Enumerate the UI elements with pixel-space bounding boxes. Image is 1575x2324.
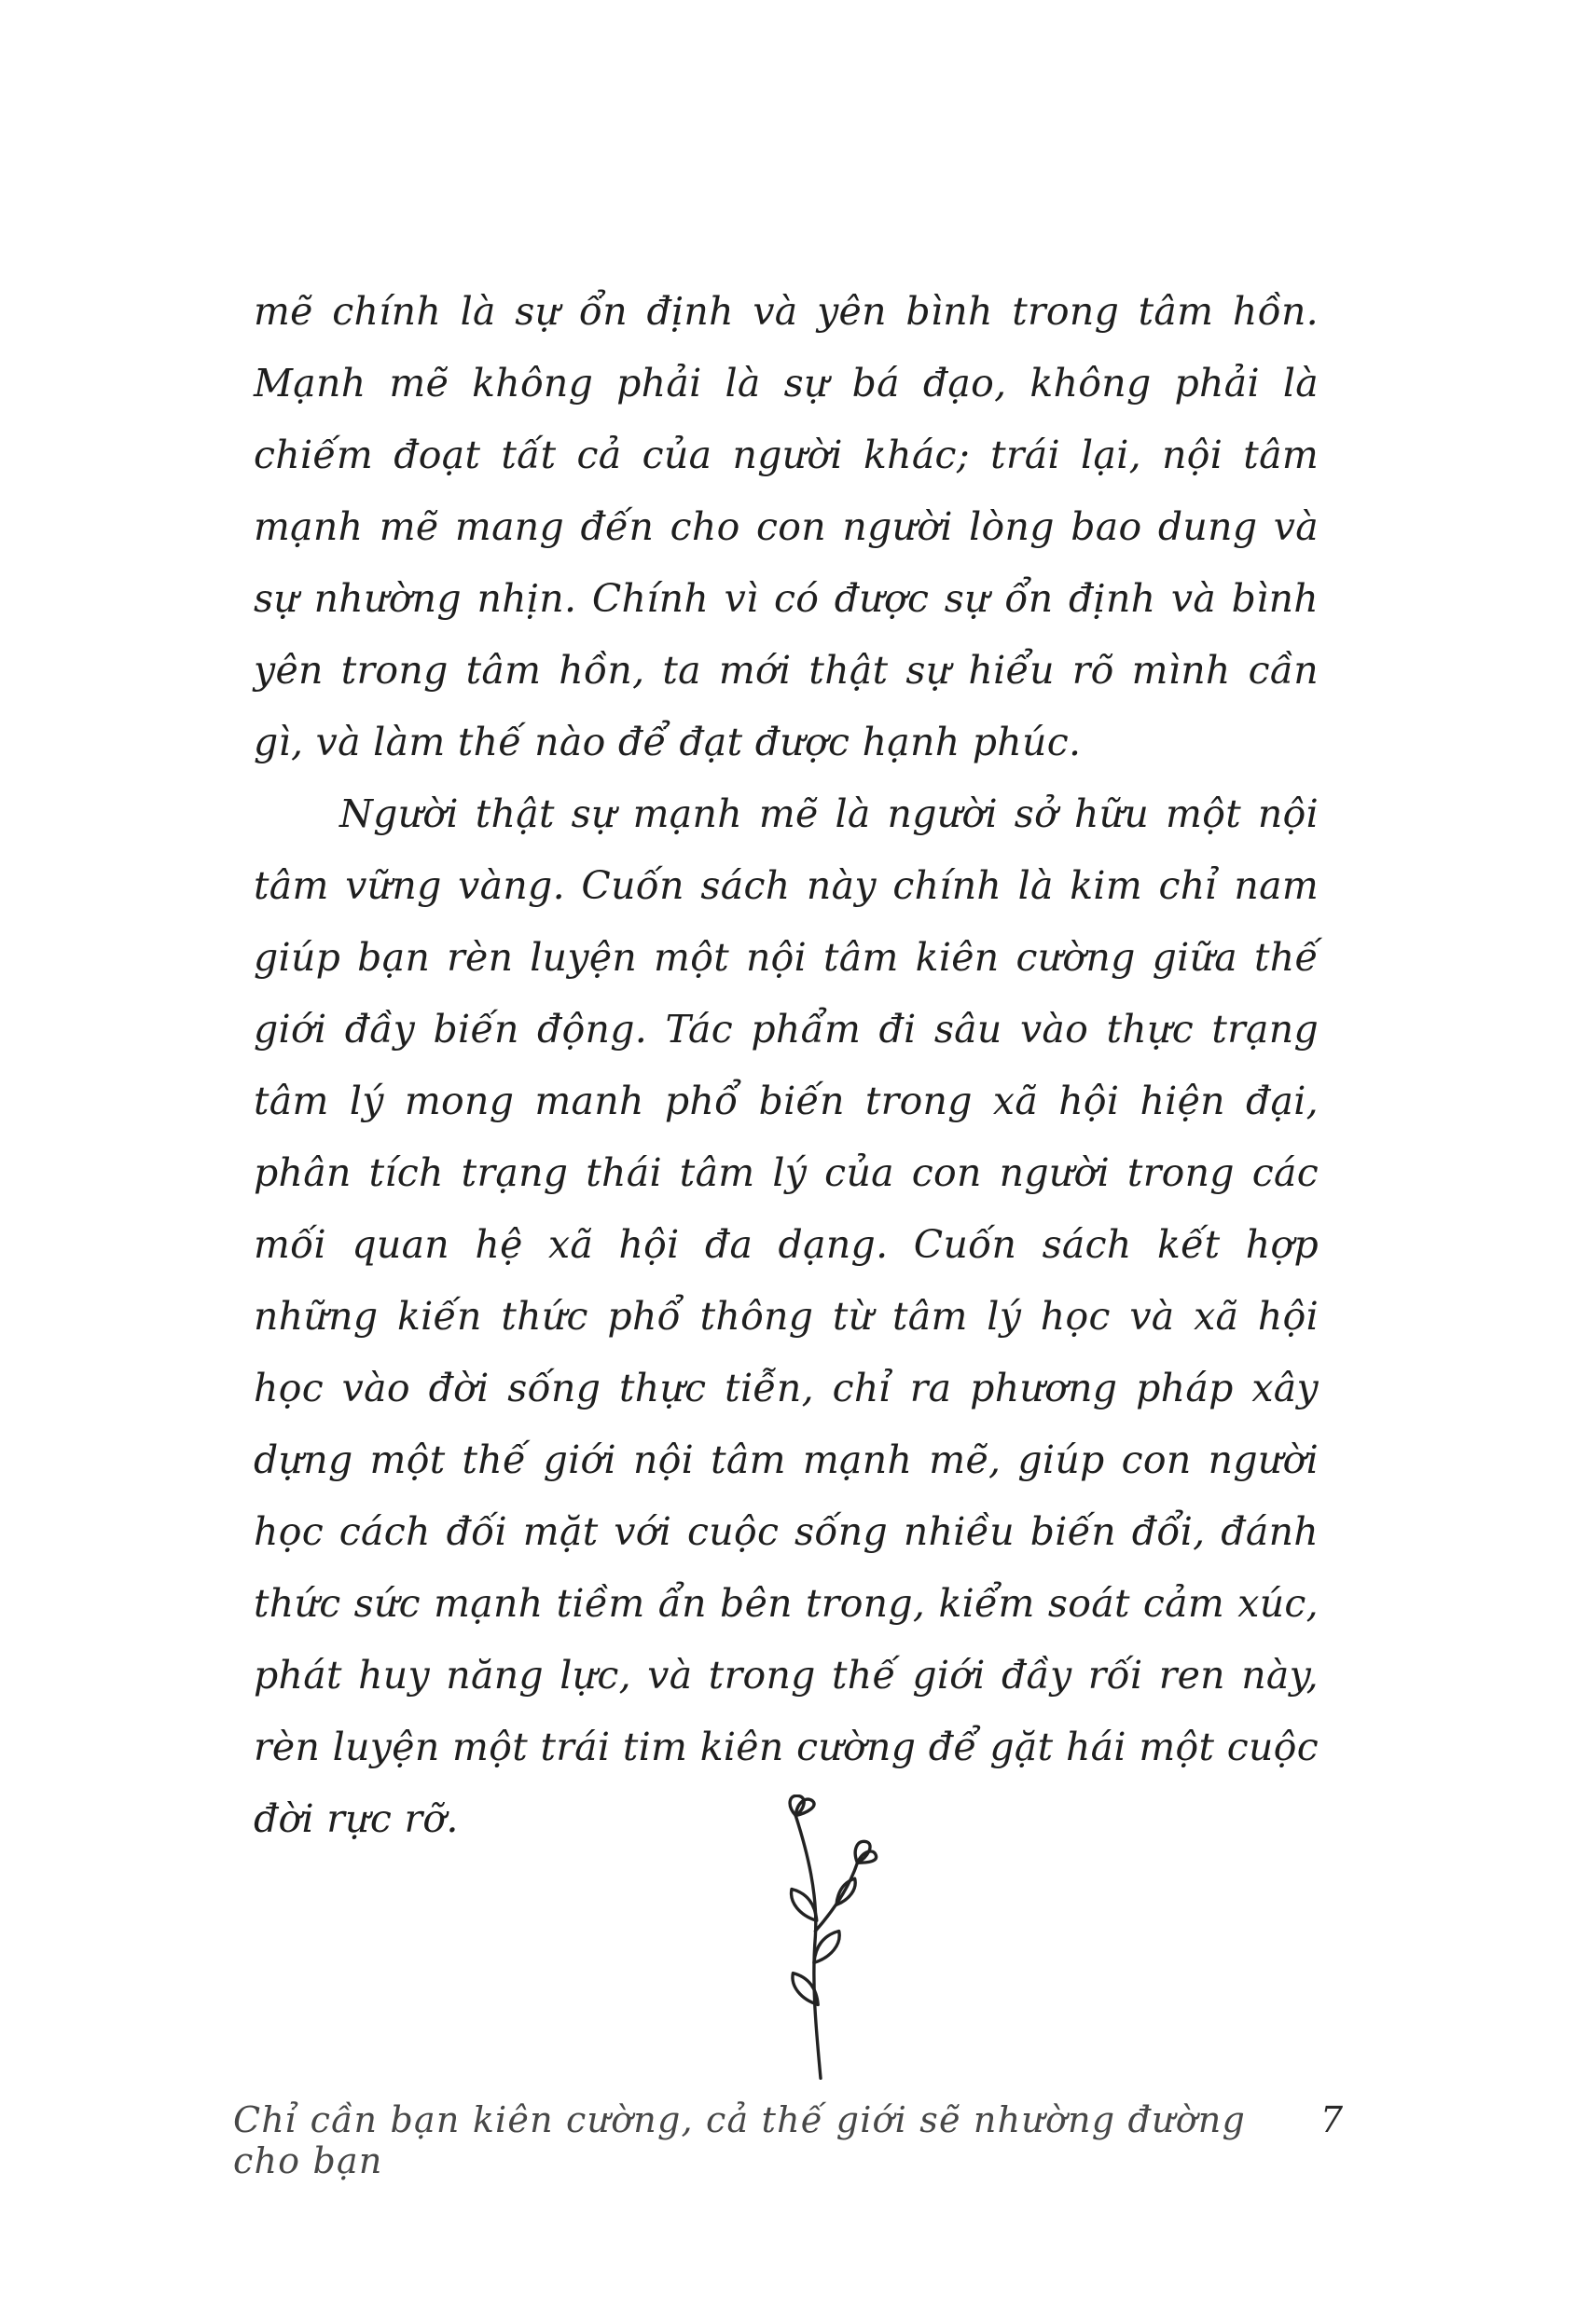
- paragraph: mẽ chính là sự ổn định và yên bình trong tâm hồn. Mạnh mẽ không phải là sự bá đạo, không phải là chiếm đoạt tất cả của người khác; trái lại, nội tâm mạnh mẽ mang đến cho con người lòng bao dung và sự nhường nhịn. Chính vì có được sự ổn định và bình yên trong tâm hồn, ta mới thật sự hiểu rõ mình cần gì, và làm thế nào để đạt được hạnh phúc.: [254, 289, 1319, 764]
- running-footer-text: Chỉ cần bạn kiên cường, cả thế giới sẽ nhường đường cho bạn: [233, 2099, 1246, 2181]
- paragraph: Người thật sự mạnh mẽ là người sở hữu một nội tâm vững vàng. Cuốn sách này chính là kim chỉ nam giúp bạn rèn luyện một nội tâm kiên cường giữa thế giới đầy biến động. Tác phẩm đi sâu vào thực trạng tâm lý mong manh phổ biến trong xã hội hiện đại, phân tích trạng thái tâm lý của con người trong các mối quan hệ xã hội đa dạng. Cuốn sách kết hợp những kiến thức phổ thông từ tâm lý học và xã hội học vào đời sống thực tiễn, chỉ ra phương pháp xây dựng một thế giới nội tâm mạnh mẽ, giúp con người học cách đối mặt với cuộc sống nhiều biến đổi, đánh thức sức mạnh tiềm ẩn bên trong, kiểm soát cảm xúc, phát huy năng lực, và trong thế giới đầy rối ren này, rèn luyện một trái tim kiên cường để gặt hái một cuộc đời rực rỡ.: [254, 791, 1319, 1841]
- page-content: [254, 276, 1319, 1855]
- page-number: 7: [1319, 2099, 1343, 2140]
- page-footer: [233, 2099, 1343, 2181]
- flower-sprig-icon: [741, 1795, 900, 2083]
